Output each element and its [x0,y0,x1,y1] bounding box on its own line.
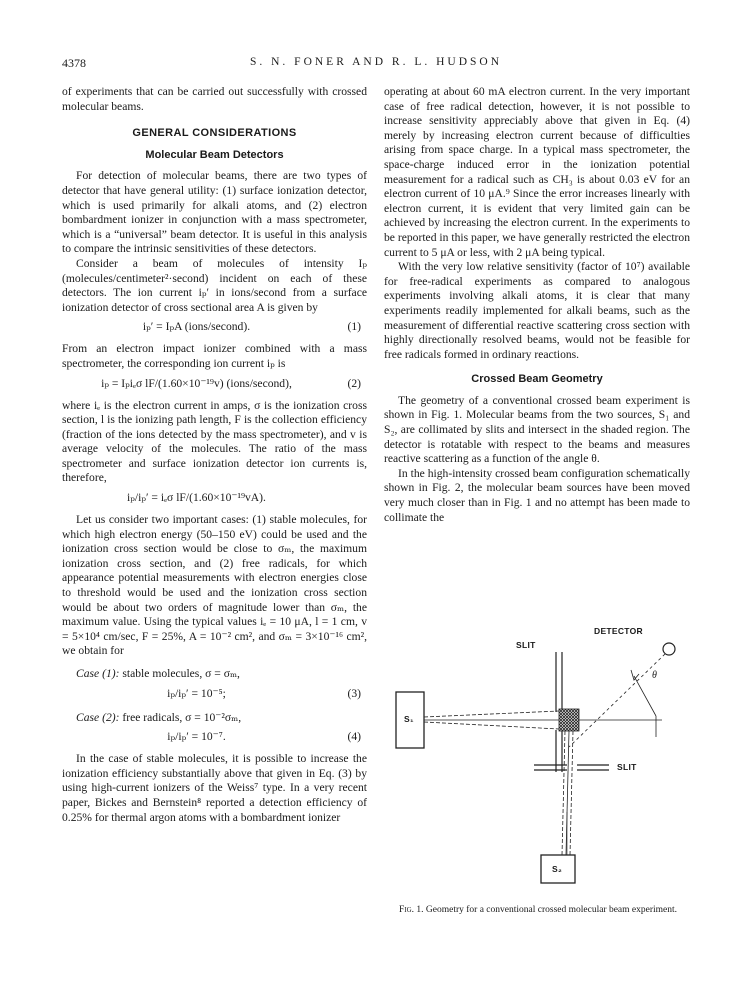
figure-1 [384,612,690,912]
paragraph: For detection of molecular beams, there are two types of detector that have general utility: (1) surface ionization detector, which is used primarily for alkali atoms, and (2) electron bombardment ionizer in conjunction with a mass spectrometer, which is a “universal” beam detector. It is useful in this analysis to compare the intrinsic sensitivities of these detectors. [62,169,367,256]
slit-label-top: SLIT [516,640,536,650]
case-text: stable molecules, σ = σₘ, [122,667,240,680]
case-2 [76,711,367,726]
caption-text: Geometry for a conventional crossed molecular beam experiment. [425,905,678,915]
figure-1-diagram [384,612,690,907]
equation-number: (3) [347,686,361,700]
paragraph: In the high-intensity crossed beam configuration schematically shown in Fig. 2, the molecular beam sources have been moved very much closer than in Fig. 1 and no attempt has been made to collimate the [384,466,690,524]
equation-number: (1) [347,320,361,334]
equation-body: iₚ/iₚ′ = iₑσ lF/(1.60×10⁻¹⁹vA). [127,491,266,505]
paragraph: From an electron impact ionizer combined with a mass spectrometer, the corresponding ion current iₚ is [62,342,367,370]
case-text: free radicals, σ = 10⁻²σₘ, [122,710,242,724]
equation-ratio [62,491,367,507]
equation-2 [62,377,367,393]
paragraph: Consider a beam of molecules of intensity Iₚ (molecules/centimeter²·second) incident on each of these detectors. The ion current iₚ′ in ions/second from a surface ionization detector of cross sectional area A is given by [62,256,367,314]
slit-label-right: SLIT [617,762,637,772]
page-number: 4378 [62,56,86,70]
paragraph: of experiments that can be carried out successfully with crossed molecular beams. [62,85,367,113]
equation-body: iₚ′ = IₚA (ions/second). [142,320,251,334]
equation-number: (4) [347,730,361,744]
intersection-region [559,709,579,731]
page-header [62,56,690,72]
subsection-title: Molecular Beam Detectors [145,148,284,161]
subsection-title: Crossed Beam Geometry [471,373,603,386]
detector-icon [663,643,675,655]
paragraph: Let us consider two important cases: (1) stable molecules, for which high electron energy (50–150 eV) could be used and the ionization cross section would be close to σₘ, the maximum ionization cross section, and (2) free radicals, for which appearance potential measurements with electron energies close to threshold would be used and the ionization cross section would be about two orders of magnitude lower than σₘ, the maximum value. Using the typical values iₑ = 10 μA, l = 1 cm, v = 5×10⁴ cm/sec, F = 25%, A = 10⁻² cm², and σₘ = 3×10⁻¹⁶ cm², we obtain for [62,513,367,658]
figure-caption [390,905,686,917]
case-label: Case (1): [76,667,120,680]
case-1 [76,667,367,682]
running-head: S. N. FONER AND R. L. HUDSON [249,56,503,68]
equation-1 [62,320,367,336]
detector-sightline [569,654,665,747]
case-label: Case (2): [76,710,120,724]
equation-4 [62,730,367,746]
equation-body: iₚ = Iₚiₑσ lF/(1.60×10⁻¹⁹v) (ions/second), [101,376,292,390]
equation-body: iₚ/iₚ′ = 10⁻⁷. [167,730,226,744]
paragraph: With the very low relative sensitivity (factor of 10⁷) available for free-radical experiments as compared to analogous experiments involving alkali atoms, it is clear that many experiments readily implemented for alkali beams, such as the measurement of differential reactive scattering cross section with highly directionally resolved beams, would not be feasible for free radicals formed in ordinary reactions. [384,260,690,361]
source-s2-label: S₂ [552,864,563,874]
paragraph: where iₑ is the electron current in amps, σ is the ionization cross section, l is the ionizing path length, F is the collection efficiency (fraction of the ions detected by the mass spectrometer), and v is average velocity of the molecules. The ratio of the mass spectrometer and surface ionization detector ion currents is, therefore, [62,398,367,485]
section-title: GENERAL CONSIDERATIONS [132,127,297,140]
equation-number: (2) [347,376,361,390]
source-s1-label: S₁ [404,714,414,724]
detector-label: DETECTOR [594,626,643,636]
equation-3 [62,687,367,703]
paragraph: In the case of stable molecules, it is possible to increase the ionization efficiency substantially above that given in Eq. (3) by using high-current ionizers of the Weiss⁷ type. In a very recent paper, Bickes and Bernstein⁸ reported a detection efficiency of 0.25% for thermal argon atoms with a bombardment ionizer [62,752,367,824]
paragraph: operating at about 60 mA electron current. In the very important case of free radical detection, however, it is not possible to increase sensitivity appreciably above that given in Eq. (4) merely by increasing electron current because of difficulties arising from space charge. In a typical mass spectrometer, the space-charge induced error in the ionization potential measurement for a radical such as CH₃ is about 0.03 eV for an electron current of 10 μA.⁹ Since the error increases linearly with electron current, it is evident that very limited gain can be achieved by increasing the electron current. In the experiments to be reported in this paper, we have generally restricted the electron current to 5 μA or less, with 2 μA being typical. [384,85,690,259]
left-column [62,85,367,825]
theta-arrow-head [631,670,639,680]
paragraph: The geometry of a conventional crossed beam experiment is shown in Fig. 1. Molecular beams from the two sources, S₁ and S₂, are collimated by slits and intersect in the shaded region. The detector is rotatable with respect to the beams and measures reactive scattering as a function of the angle θ. [384,393,690,466]
equation-body: iₚ/iₚ′ = 10⁻⁵; [167,686,226,700]
caption-label: Fig. 1. [398,905,424,915]
theta-label: θ [652,670,658,681]
theta-arc [634,676,656,716]
right-column [384,85,690,525]
